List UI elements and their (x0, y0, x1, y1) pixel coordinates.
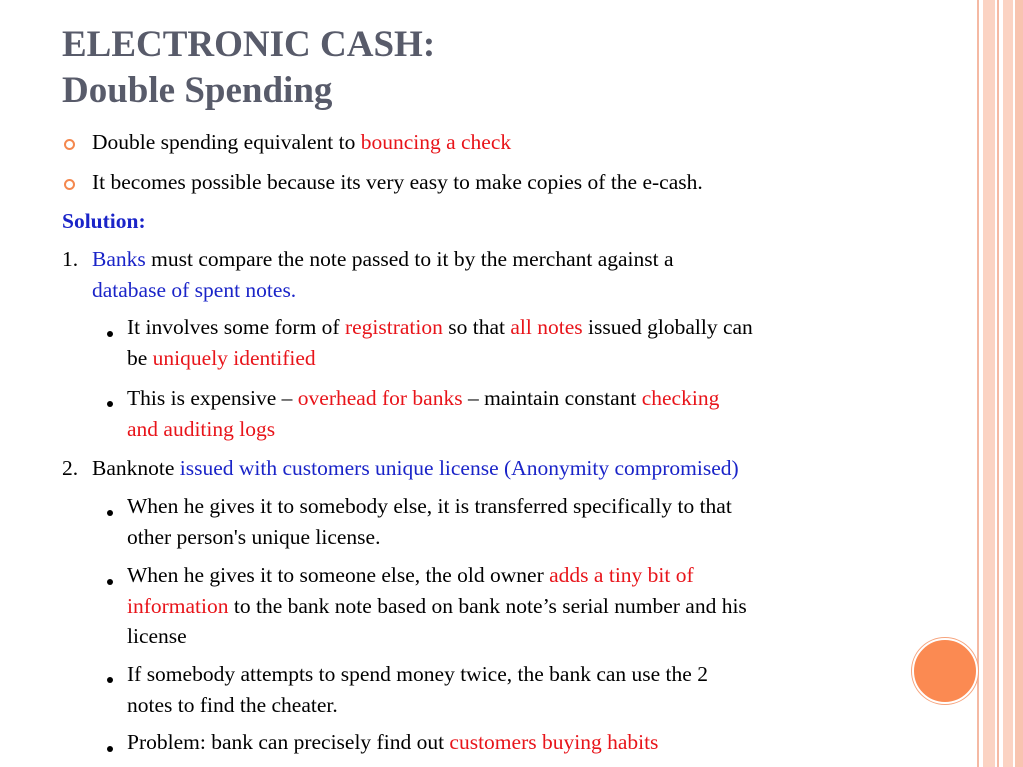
title-line-2: Double Spending (62, 70, 333, 111)
solution-heading: Solution: (62, 209, 146, 233)
bullet-dot-icon (107, 331, 113, 337)
item-1-line-1: Banks must compare the note passed to it by the merchant against a (92, 247, 674, 271)
item-2-line-1: Banknote issued with customers unique license (Anonymity compromised) (92, 456, 739, 480)
bullet-dot-icon (107, 677, 113, 683)
bullet-ring-icon (64, 139, 75, 150)
decor-stripe (997, 0, 999, 767)
item-1-number: 1. (62, 247, 79, 271)
bullet-2: It becomes possible because its very easy to make copies of the e-cash. (92, 170, 703, 194)
item-2-sub-2-line-1: When he gives it to someone else, the old owner adds a tiny bit of (127, 563, 694, 587)
item-1-sub-1-line-2: be uniquely identified (127, 346, 316, 370)
item-1-sub-2-line-1: This is expensive – overhead for banks – maintain constant checking (127, 386, 720, 410)
item-2-sub-3-line-1: If somebody attempts to spend money twice, the bank can use the 2 (127, 662, 708, 686)
bullet-dot-icon (107, 746, 113, 752)
item-2-sub-4-line-1: Problem: bank can precisely find out customers buying habits (127, 730, 659, 754)
item-2-sub-1-line-1: When he gives it to somebody else, it is transferred specifically to that (127, 494, 732, 518)
title-line-1: ELECTRONIC CASH: (62, 24, 436, 65)
bullet-dot-icon (107, 510, 113, 516)
decor-stripe (1015, 0, 1023, 767)
slide-title (62, 22, 435, 114)
item-2-sub-2-line-3: license (127, 624, 187, 648)
decor-stripe (1003, 0, 1013, 767)
item-2-sub-1-line-2: other person's unique license. (127, 525, 381, 549)
decor-stripe (977, 0, 979, 767)
item-1-line-2: database of spent notes. (92, 278, 297, 302)
decor-stripe (983, 0, 995, 767)
bullet-dot-icon (107, 401, 113, 407)
bullet-ring-icon (64, 179, 75, 190)
bullet-1: Double spending equivalent to bouncing a check (92, 130, 512, 154)
item-1-sub-2-line-2: and auditing logs (127, 417, 276, 441)
item-2-sub-2-line-2: information to the bank note based on bank note’s serial number and his (127, 594, 747, 618)
decor-circle (912, 638, 978, 704)
item-1-sub-1-line-1: It involves some form of registration so that all notes issued globally can (127, 315, 753, 339)
bullet-dot-icon (107, 579, 113, 585)
item-2-number: 2. (62, 456, 79, 480)
item-2-sub-3-line-2: notes to find the cheater. (127, 693, 338, 717)
